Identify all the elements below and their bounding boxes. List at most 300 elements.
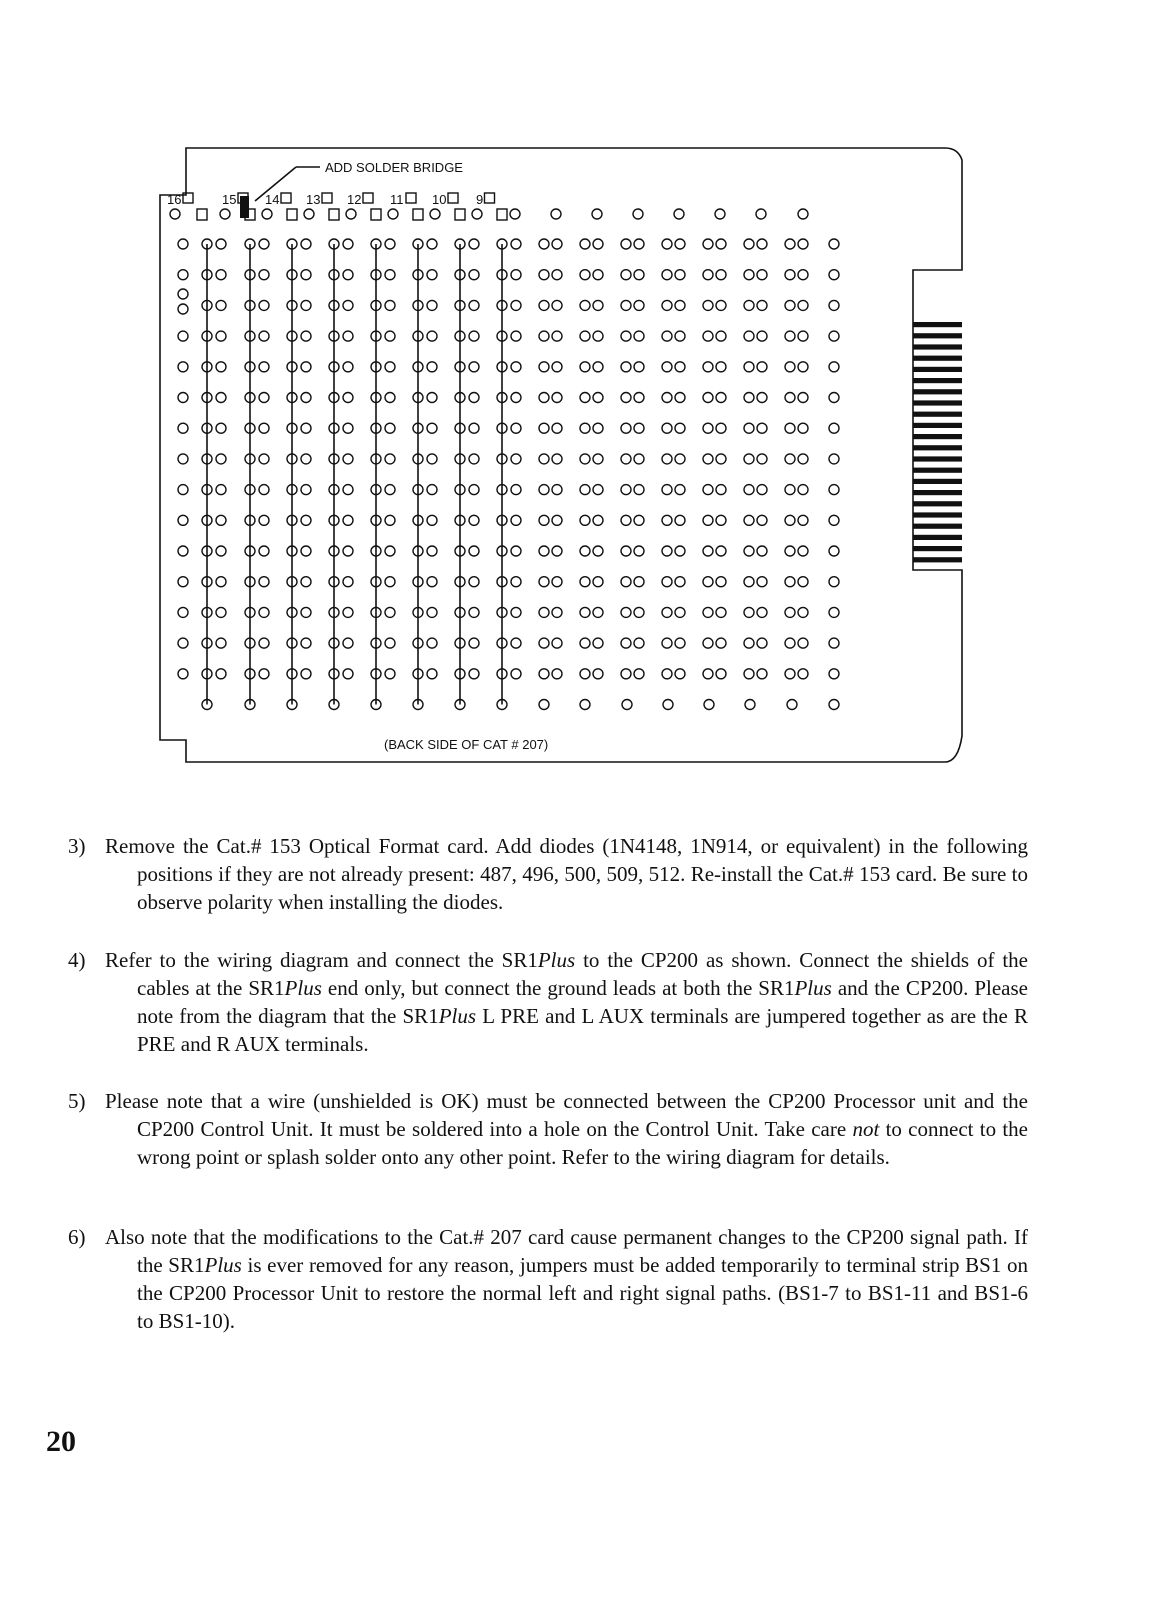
hole <box>675 546 685 556</box>
hole <box>798 638 808 648</box>
hole <box>552 515 562 525</box>
hole <box>634 393 644 403</box>
hole <box>385 331 395 341</box>
hole <box>593 454 603 464</box>
italic-term: Plus <box>794 976 832 1000</box>
connector-finger <box>913 344 962 349</box>
pin-label: 12 <box>347 192 362 207</box>
hole <box>662 546 672 556</box>
hole <box>593 362 603 372</box>
hole <box>580 454 590 464</box>
hole <box>798 300 808 310</box>
hole <box>259 607 269 617</box>
hole <box>259 270 269 280</box>
step-text <box>105 946 1028 1058</box>
hole <box>829 300 839 310</box>
hole <box>301 423 311 433</box>
pin-labels <box>167 192 495 207</box>
hole <box>385 362 395 372</box>
hole <box>829 362 839 372</box>
hole <box>703 669 713 679</box>
text-run: is ever removed for any reason, jumpers must be added temporarily to terminal strip BS1 on the CP200 Processor Unit to restore the normal left and right signal paths. (BS1-7 to BS1-11 and BS1-6 to BS1-10). <box>137 1253 1028 1333</box>
hole <box>580 300 590 310</box>
hole <box>178 423 188 433</box>
step-text <box>105 832 1028 916</box>
hole <box>704 700 714 710</box>
hole <box>757 546 767 556</box>
pad-square <box>197 209 207 220</box>
pad-square <box>455 209 465 220</box>
hole <box>798 669 808 679</box>
hole <box>385 423 395 433</box>
hole <box>427 454 437 464</box>
hole <box>744 362 754 372</box>
hole <box>757 638 767 648</box>
hole <box>744 393 754 403</box>
hole <box>511 669 521 679</box>
hole <box>716 485 726 495</box>
hole <box>511 638 521 648</box>
hole <box>593 331 603 341</box>
hole <box>757 270 767 280</box>
italic-term: Plus <box>204 1253 242 1277</box>
connector-finger <box>913 468 962 473</box>
hole <box>388 209 398 219</box>
hole <box>593 577 603 587</box>
hole <box>346 209 356 219</box>
hole <box>829 423 839 433</box>
hole <box>621 393 631 403</box>
hole <box>511 270 521 280</box>
text-run: Also note that the modifications to the Cat.# 207 card cause permanent changes to the CP200 signal path. If the SR1 <box>105 1225 1028 1277</box>
diagram-caption: (BACK SIDE OF CAT # 207) <box>384 737 549 752</box>
text-run: end only, but connect the ground leads at both the SR1 <box>321 976 795 1000</box>
hole <box>757 300 767 310</box>
hole <box>178 546 188 556</box>
hole <box>385 669 395 679</box>
connector-finger <box>913 356 962 361</box>
connector-finger <box>913 512 962 517</box>
hole <box>716 270 726 280</box>
hole <box>593 239 603 249</box>
step-4 <box>68 946 1028 1058</box>
hole <box>216 669 226 679</box>
hole <box>662 362 672 372</box>
hole <box>511 239 521 249</box>
hole <box>216 423 226 433</box>
hole <box>343 331 353 341</box>
connector-finger <box>913 501 962 506</box>
hole <box>716 577 726 587</box>
hole <box>634 300 644 310</box>
hole <box>745 700 755 710</box>
pin-label: 11 <box>390 192 404 207</box>
hole <box>539 669 549 679</box>
solder-bridge <box>240 196 249 218</box>
hole <box>539 331 549 341</box>
hole <box>675 393 685 403</box>
hole <box>674 209 684 219</box>
hole <box>716 607 726 617</box>
hole <box>703 362 713 372</box>
hole <box>580 515 590 525</box>
hole <box>469 423 479 433</box>
hole <box>580 423 590 433</box>
hole <box>757 515 767 525</box>
text-run: Please note that a wire (unshielded is OK) must be connected between the CP200 Processor unit and the CP200 Control Unit. It must be soldered into a hole on the Control Unit. Take care <box>105 1089 1028 1141</box>
hole <box>621 638 631 648</box>
hole <box>621 270 631 280</box>
hole <box>469 270 479 280</box>
hole <box>216 485 226 495</box>
hole <box>798 331 808 341</box>
hole <box>178 485 188 495</box>
pin-pad <box>406 193 416 203</box>
hole <box>716 239 726 249</box>
hole <box>716 393 726 403</box>
hole <box>552 362 562 372</box>
hole <box>621 423 631 433</box>
hole <box>469 577 479 587</box>
hole <box>385 270 395 280</box>
hole <box>744 454 754 464</box>
hole <box>744 546 754 556</box>
connector-finger <box>913 389 962 394</box>
hole <box>301 515 311 525</box>
hole <box>785 393 795 403</box>
hole <box>178 362 188 372</box>
hole <box>663 700 673 710</box>
hole <box>427 270 437 280</box>
hole <box>798 454 808 464</box>
hole <box>580 577 590 587</box>
hole <box>216 638 226 648</box>
hole <box>469 362 479 372</box>
hole <box>634 546 644 556</box>
hole <box>634 577 644 587</box>
hole <box>634 454 644 464</box>
hole <box>343 607 353 617</box>
hole <box>621 669 631 679</box>
hole <box>798 362 808 372</box>
hole <box>427 546 437 556</box>
connector-finger <box>913 423 962 428</box>
hole <box>785 362 795 372</box>
hole <box>301 362 311 372</box>
hole <box>675 239 685 249</box>
hole <box>178 607 188 617</box>
hole <box>798 239 808 249</box>
connector-finger <box>913 490 962 495</box>
hole <box>385 607 395 617</box>
hole <box>634 669 644 679</box>
text-run: and the CP200. Please note from the diagram that the SR1 <box>137 976 1028 1028</box>
hole <box>178 270 188 280</box>
hole <box>787 700 797 710</box>
hole <box>757 331 767 341</box>
hole <box>798 393 808 403</box>
hole <box>510 209 520 219</box>
hole <box>539 607 549 617</box>
hole <box>757 393 767 403</box>
pin-label: 16 <box>167 192 182 207</box>
hole <box>178 638 188 648</box>
hole <box>259 485 269 495</box>
hole <box>593 638 603 648</box>
hole <box>469 515 479 525</box>
hole <box>216 546 226 556</box>
hole <box>552 300 562 310</box>
hole <box>427 577 437 587</box>
pin-pad <box>281 193 291 203</box>
hole <box>593 423 603 433</box>
edge-connector <box>913 322 962 562</box>
hole <box>301 393 311 403</box>
hole <box>427 515 437 525</box>
hole <box>757 485 767 495</box>
page-number: 20 <box>46 1425 76 1458</box>
hole <box>539 270 549 280</box>
hole <box>703 270 713 280</box>
hole <box>539 362 549 372</box>
hole <box>744 638 754 648</box>
hole <box>580 700 590 710</box>
hole <box>593 546 603 556</box>
hole <box>511 393 521 403</box>
italic-term: not <box>852 1117 880 1141</box>
step-number: 5) <box>68 1089 86 1113</box>
hole <box>744 270 754 280</box>
hole <box>829 270 839 280</box>
hole <box>703 331 713 341</box>
hole <box>343 577 353 587</box>
hole <box>675 669 685 679</box>
hole <box>220 209 230 219</box>
hole <box>716 638 726 648</box>
hole <box>829 454 839 464</box>
connector-finger <box>913 456 962 461</box>
step-5 <box>68 1087 1028 1171</box>
hole <box>552 239 562 249</box>
hole <box>469 607 479 617</box>
connector-finger <box>913 412 962 417</box>
pin-pad <box>485 193 495 203</box>
hole <box>259 300 269 310</box>
hole <box>621 362 631 372</box>
hole <box>675 607 685 617</box>
hole <box>552 669 562 679</box>
hole <box>511 546 521 556</box>
hole <box>580 638 590 648</box>
hole <box>634 239 644 249</box>
hole <box>593 270 603 280</box>
hole <box>552 546 562 556</box>
hole <box>757 607 767 617</box>
hole <box>798 485 808 495</box>
hole <box>621 300 631 310</box>
hole <box>343 362 353 372</box>
hole <box>593 669 603 679</box>
hole <box>385 239 395 249</box>
hole <box>469 393 479 403</box>
hole <box>469 546 479 556</box>
hole <box>385 300 395 310</box>
hole <box>216 607 226 617</box>
hole <box>385 546 395 556</box>
hole <box>785 331 795 341</box>
hole <box>539 515 549 525</box>
hole <box>634 362 644 372</box>
hole <box>621 607 631 617</box>
hole <box>259 331 269 341</box>
hole <box>621 239 631 249</box>
italic-term: Plus <box>284 976 322 1000</box>
pin-label: 13 <box>306 192 321 207</box>
hole <box>539 577 549 587</box>
hole <box>829 546 839 556</box>
hole <box>301 607 311 617</box>
hole <box>511 515 521 525</box>
hole <box>552 485 562 495</box>
hole <box>552 454 562 464</box>
hole <box>662 515 672 525</box>
hole <box>580 239 590 249</box>
hole <box>178 289 188 299</box>
hole <box>703 300 713 310</box>
hole <box>634 485 644 495</box>
hole <box>634 515 644 525</box>
hole <box>178 393 188 403</box>
italic-term: Plus <box>537 948 576 972</box>
hole <box>343 300 353 310</box>
hole <box>662 300 672 310</box>
hole <box>675 485 685 495</box>
hole <box>469 485 479 495</box>
step-number: 3) <box>68 834 86 858</box>
hole <box>551 209 561 219</box>
hole <box>675 423 685 433</box>
hole <box>539 300 549 310</box>
hole <box>385 454 395 464</box>
hole <box>744 607 754 617</box>
hole <box>427 669 437 679</box>
hole <box>621 577 631 587</box>
hole <box>216 515 226 525</box>
hole-grid <box>170 196 839 710</box>
hole <box>552 607 562 617</box>
hole <box>301 239 311 249</box>
step-text <box>105 1087 1028 1171</box>
hole <box>662 270 672 280</box>
hole <box>703 454 713 464</box>
hole <box>427 638 437 648</box>
connector-finger <box>913 479 962 484</box>
hole <box>798 209 808 219</box>
hole <box>662 577 672 587</box>
hole <box>621 331 631 341</box>
hole <box>703 607 713 617</box>
hole <box>703 638 713 648</box>
hole <box>798 577 808 587</box>
hole <box>716 669 726 679</box>
hole <box>259 638 269 648</box>
hole <box>178 239 188 249</box>
hole <box>539 485 549 495</box>
step-number: 4) <box>68 948 86 972</box>
hole <box>757 423 767 433</box>
hole <box>798 515 808 525</box>
hole <box>259 239 269 249</box>
connector-finger <box>913 322 962 327</box>
hole <box>675 362 685 372</box>
hole <box>472 209 482 219</box>
connector-finger <box>913 557 962 562</box>
pad-square <box>497 209 507 220</box>
hole <box>343 393 353 403</box>
hole <box>829 393 839 403</box>
hole <box>756 209 766 219</box>
hole <box>621 515 631 525</box>
hole <box>662 638 672 648</box>
hole <box>259 669 269 679</box>
pin-pad <box>448 193 458 203</box>
hole <box>216 300 226 310</box>
hole <box>634 638 644 648</box>
hole <box>539 700 549 710</box>
hole <box>469 669 479 679</box>
hole <box>178 304 188 314</box>
connector-finger <box>913 445 962 450</box>
hole <box>744 669 754 679</box>
hole <box>301 546 311 556</box>
hole <box>178 577 188 587</box>
hole <box>539 239 549 249</box>
hole <box>343 485 353 495</box>
hole <box>829 331 839 341</box>
hole <box>343 546 353 556</box>
hole <box>552 331 562 341</box>
hole <box>634 607 644 617</box>
hole <box>716 331 726 341</box>
hole <box>580 331 590 341</box>
hole <box>716 362 726 372</box>
hole <box>634 331 644 341</box>
hole <box>621 485 631 495</box>
hole <box>216 362 226 372</box>
hole <box>427 393 437 403</box>
hole <box>675 638 685 648</box>
hole <box>427 423 437 433</box>
hole <box>301 300 311 310</box>
hole <box>580 607 590 617</box>
pad-square <box>329 209 339 220</box>
hole <box>170 209 180 219</box>
hole <box>178 669 188 679</box>
hole <box>703 485 713 495</box>
hole <box>469 300 479 310</box>
step-text <box>105 1223 1028 1335</box>
hole <box>343 423 353 433</box>
pin-pad <box>322 193 332 203</box>
hole <box>744 423 754 433</box>
hole <box>469 454 479 464</box>
hole <box>785 423 795 433</box>
hole <box>593 300 603 310</box>
hole <box>785 454 795 464</box>
hole <box>675 515 685 525</box>
pad-square <box>413 209 423 220</box>
hole <box>511 454 521 464</box>
